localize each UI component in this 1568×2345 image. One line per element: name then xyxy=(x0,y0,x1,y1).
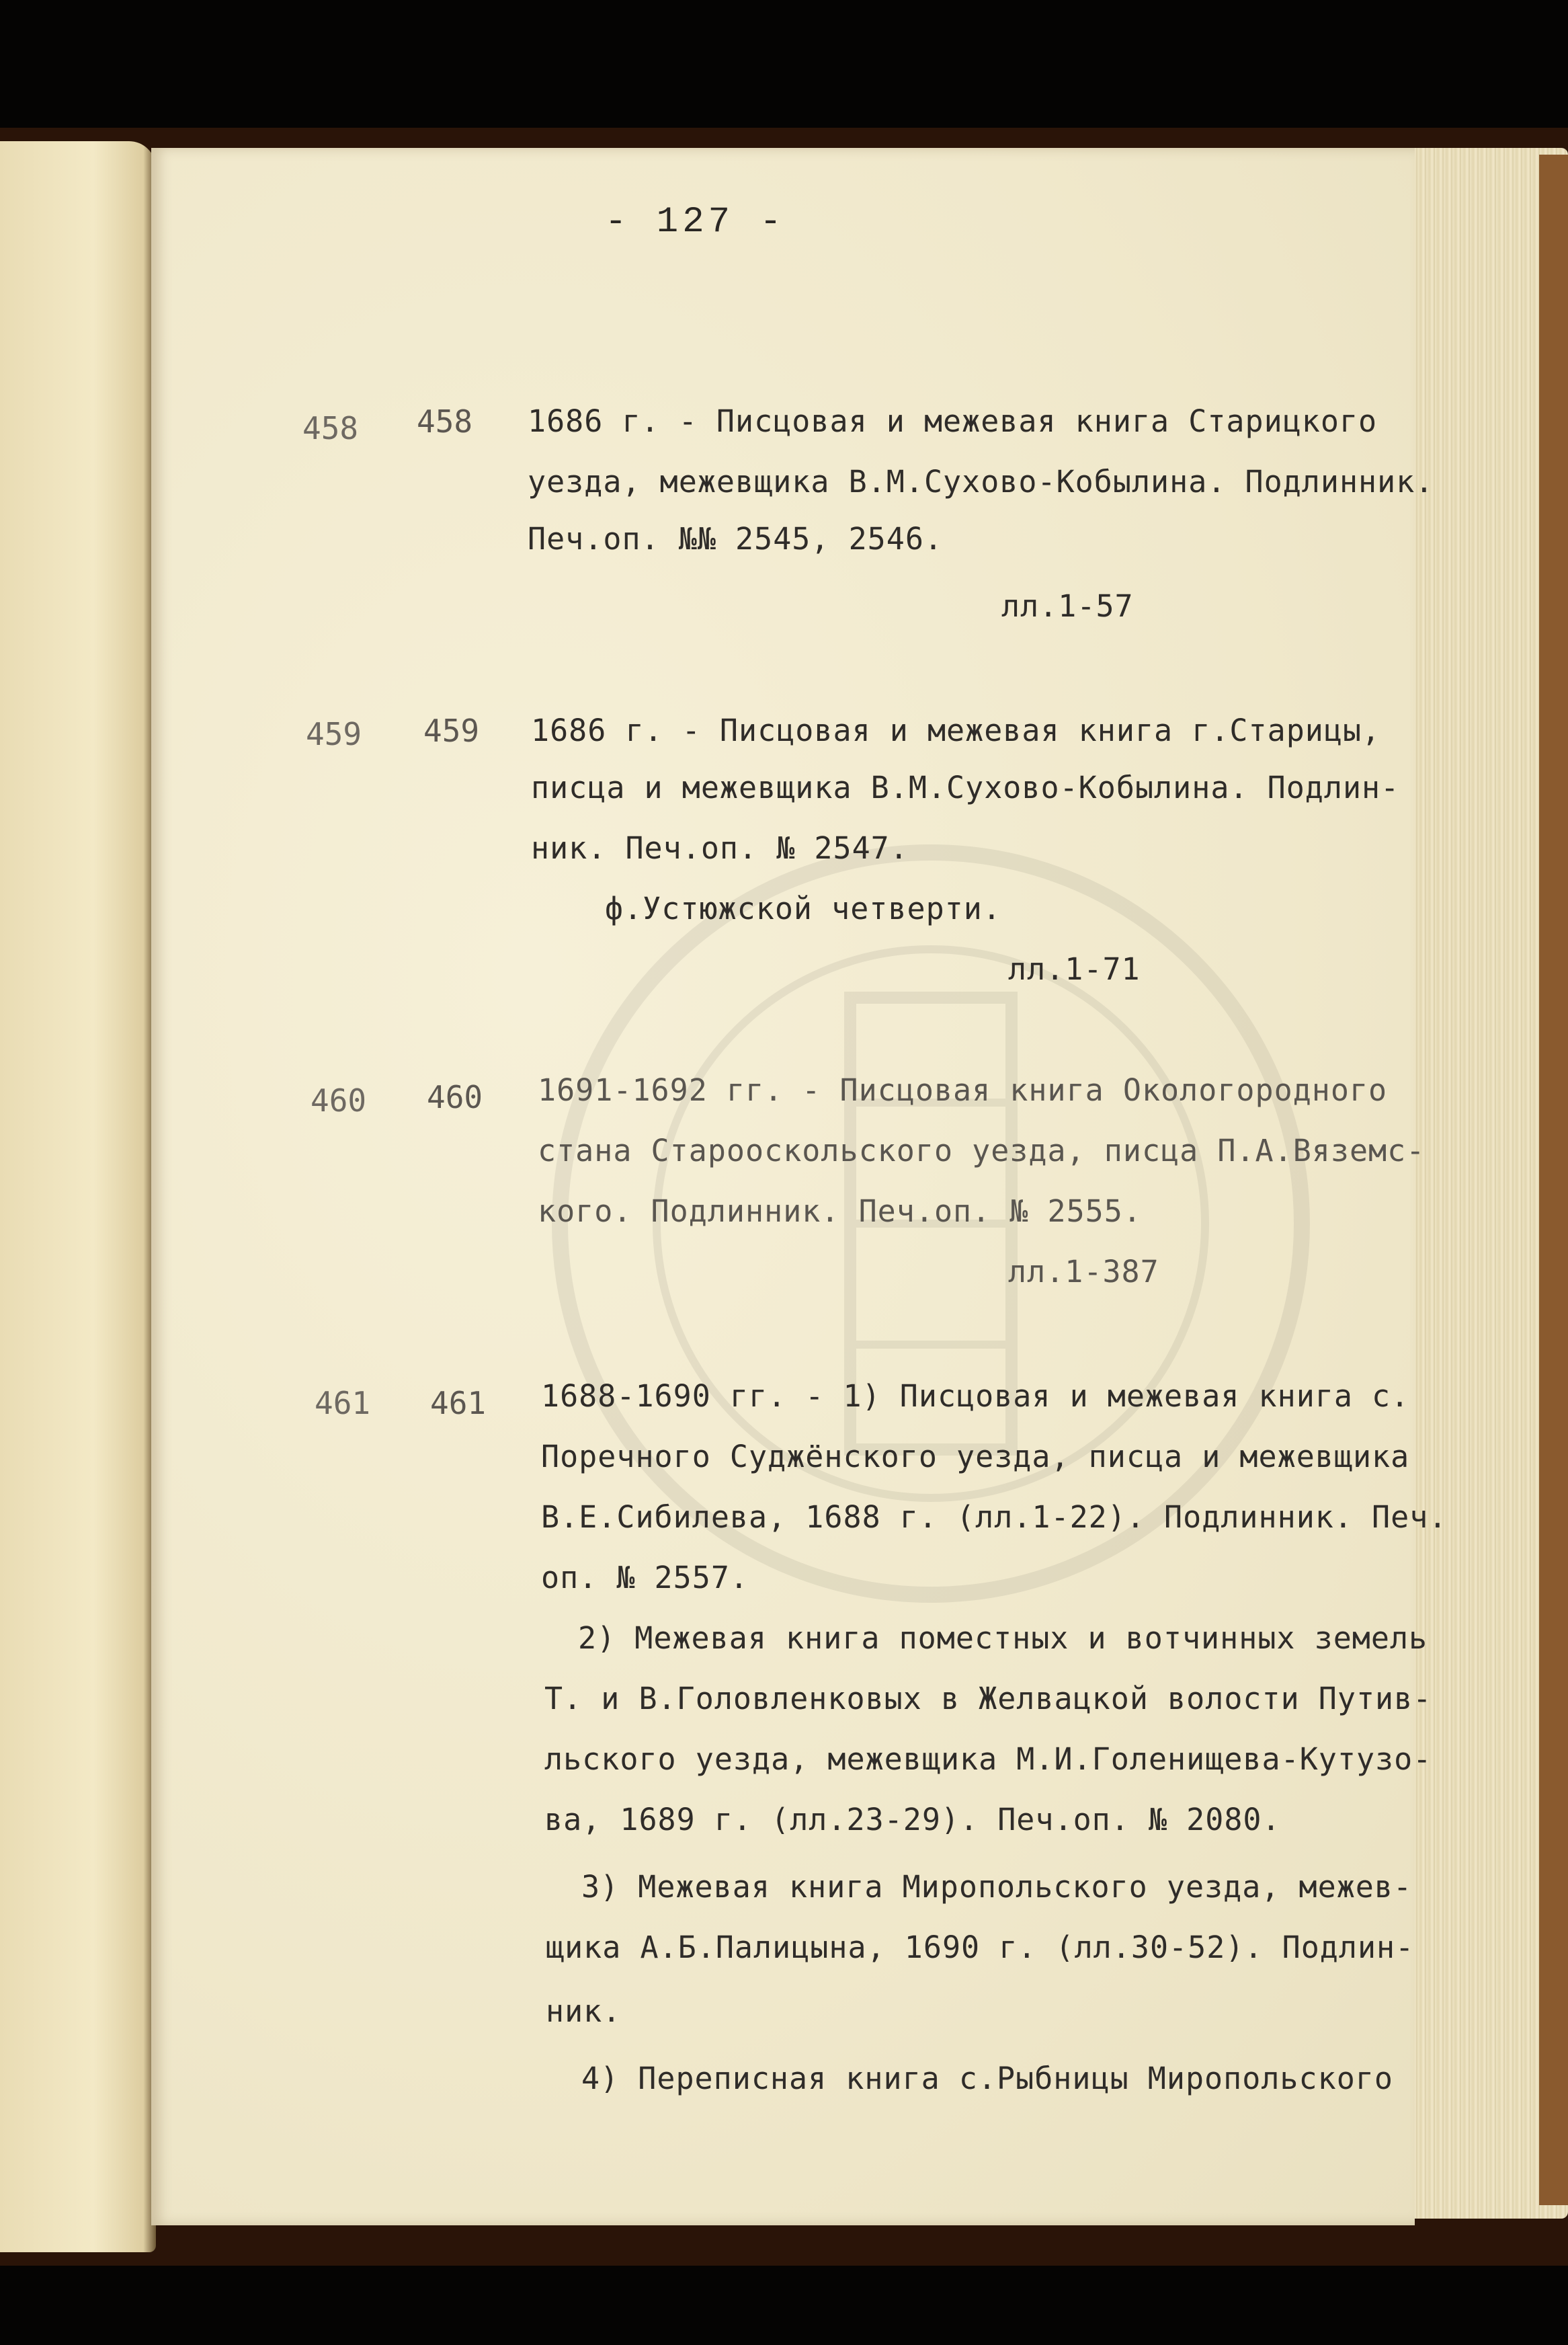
entry-text-line: 1688-1690 гг. - 1) Писцовая и межевая книга с. xyxy=(541,1378,1410,1414)
entry-text-line: кого. Подлинник. Печ.оп. № 2555. xyxy=(538,1193,1142,1229)
entry-text-line: 1686 г. - Писцовая и межевая книга Старицкого xyxy=(528,403,1378,439)
entry-text-line: уезда, межевщика В.М.Сухово-Кобылина. Подлинник. xyxy=(528,464,1434,500)
entry-text-line: щика А.Б.Палицына, 1690 г. (лл.30-52). Подлин- xyxy=(546,1930,1415,1965)
inventory-number: 460 xyxy=(311,1082,367,1119)
left-page xyxy=(0,141,156,2252)
entry-text-line: ва, 1689 г. (лл.23-29). Печ.оп. № 2080. xyxy=(544,1802,1281,1837)
inventory-number: 459 xyxy=(306,716,362,752)
fond-name: ф.Устюжской четверти. xyxy=(605,891,1001,926)
entry-text-line: 1691-1692 гг. - Писцовая книга Окологородного xyxy=(538,1072,1388,1108)
entry-text-line: 2) Межевая книга поместных и вотчинных земель xyxy=(578,1620,1428,1656)
book-binding-edge xyxy=(1539,155,1568,2205)
entry-text-line: ник. xyxy=(546,1993,622,2029)
page-number: - 127 - xyxy=(605,202,786,243)
entry-number: 458 xyxy=(417,403,473,440)
entry-text-line: Т. и В.Головленковых в Желвацкой волости Путив- xyxy=(544,1681,1432,1716)
entry-number: 461 xyxy=(430,1385,487,1421)
entry-text-line: ник. Печ.оп. № 2547. xyxy=(531,830,909,866)
entry-text-line: писца и межевщика В.М.Сухово-Кобылина. Подлин- xyxy=(531,770,1400,805)
entry-number: 459 xyxy=(423,713,480,749)
sheet-range: лл.1-387 xyxy=(1008,1254,1159,1289)
inventory-number: 461 xyxy=(315,1385,371,1421)
entry-text-line: 1686 г. - Писцовая и межевая книга г.Старицы, xyxy=(531,713,1381,748)
entry-text-line: оп. № 2557. xyxy=(541,1560,749,1595)
entry-text-line: стана Старооскольского уезда, писца П.А.Вяземс- xyxy=(538,1133,1426,1168)
entry-text-line: Печ.оп. №№ 2545, 2546. xyxy=(528,521,944,557)
sheet-range: лл.1-57 xyxy=(1001,588,1134,624)
entry-text-line: 4) Переписная книга с.Рыбницы Миропольского xyxy=(581,2061,1393,2096)
entry-text-line: Поречного Суджёнского уезда, писца и межевщика xyxy=(541,1439,1410,1474)
inventory-number: 458 xyxy=(302,410,359,446)
entry-number: 460 xyxy=(427,1079,483,1115)
entry-text-line: В.Е.Сибилева, 1688 г. (лл.1-22). Подлинник. Печ. xyxy=(541,1499,1448,1535)
entry-text-line: 3) Межевая книга Миропольского уезда, межев- xyxy=(581,1869,1413,1905)
sheet-range: лл.1-71 xyxy=(1008,951,1141,987)
entry-text-line: льского уезда, межевщика М.И.Голенищева-Кутузо- xyxy=(544,1741,1432,1777)
document-page xyxy=(151,148,1415,2225)
